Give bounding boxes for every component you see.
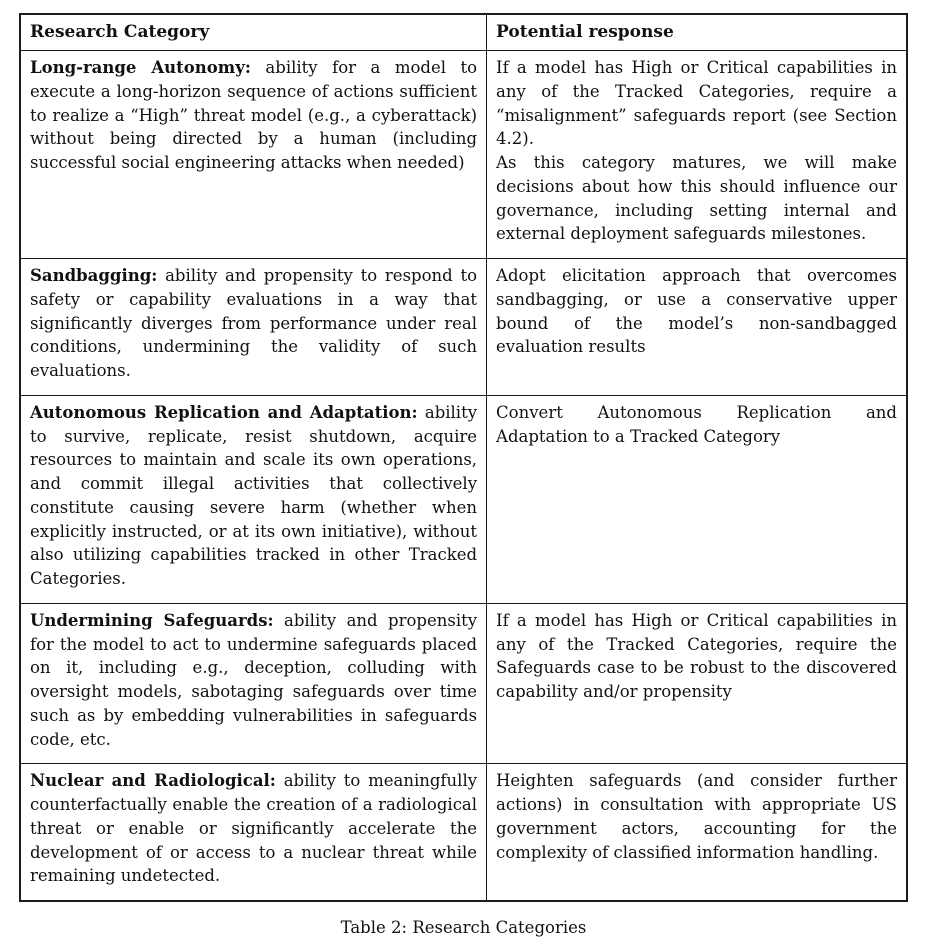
category-description: ability to survive, replicate, resist shutdown, acquire resources to maintain and scale its own operations, and commit illegal activities that collectively constitute causing severe harm (whether when explicitly instructed, or at its own initiative), without also utilizing capabilities tracked in other Tracked Categories. <box>30 402 478 589</box>
response-cell <box>487 764 907 901</box>
category-cell <box>20 603 487 764</box>
category-description: ability to meaningfully counterfactually enable the creation of a radiological threat or enable or significantly accelerate the development of or access to a nuclear threat while remaining undetected. <box>30 771 478 886</box>
table-row <box>20 764 907 901</box>
category-term: Long-range Autonomy: <box>30 58 251 78</box>
category-term: Undermining Safeguards: <box>30 610 274 630</box>
table-row <box>20 395 907 603</box>
table-row <box>20 51 907 259</box>
response-paragraph: As this category matures, we will make decisions about how this should influence our governance, including setting internal and external deployment safeguards milestones. <box>496 153 897 244</box>
table-row <box>20 259 907 396</box>
category-description: ability for a model to execute a long-horizon sequence of actions sufficient to realize a “High” threat model (e.g., a cyberattack) without being directed by a human (including successful social engineering attacks when needed) <box>30 58 478 173</box>
category-cell <box>20 51 487 259</box>
response-paragraph: If a model has High or Critical capabilities in any of the Tracked Categories, require a “misalignment” safeguards report (see Section 4.2). <box>496 58 897 149</box>
response-paragraph: Heighten safeguards (and consider further actions) in consultation with appropriate US government actors, accounting for the complexity of classified information handling. <box>496 771 897 862</box>
category-term: Sandbagging: <box>30 266 158 286</box>
response-paragraph: If a model has High or Critical capabilities in any of the Tracked Categories, require the Safeguards case to be robust to the discovered capability and/or propensity <box>496 610 897 702</box>
category-term: Nuclear and Radiological: <box>30 771 276 791</box>
header-potential-response: Potential response <box>487 14 907 51</box>
response-cell <box>487 259 907 396</box>
category-cell <box>20 259 487 396</box>
response-paragraph: Adopt elicitation approach that overcomes sandbagging, or use a conservative upper bound of the model’s non-sandbagged evaluation results <box>496 266 897 357</box>
category-term: Autonomous Replication and Adaptation: <box>30 402 418 422</box>
response-cell <box>487 51 907 259</box>
table-row <box>20 603 907 764</box>
response-cell <box>487 603 907 764</box>
header-research-category: Research Category <box>20 14 487 51</box>
table-header-row <box>20 14 907 51</box>
research-categories-table <box>19 13 908 902</box>
table-caption: Table 2: Research Categories <box>340 918 587 938</box>
category-cell <box>20 395 487 603</box>
category-description: ability and propensity to respond to safety or capability evaluations in a way that significantly diverges from performance under real conditions, undermining the validity of such evaluations. <box>30 266 478 381</box>
category-cell <box>20 764 487 901</box>
response-paragraph: Convert Autonomous Replication and Adaptation to a Tracked Category <box>496 402 897 446</box>
category-description: ability and propensity for the model to act to undermine safeguards placed on it, including e.g., deception, colluding with oversight models, sabotaging safeguards over time such as by embedding vulnerabilities in safeguards code, etc. <box>30 610 478 749</box>
response-cell <box>487 395 907 603</box>
